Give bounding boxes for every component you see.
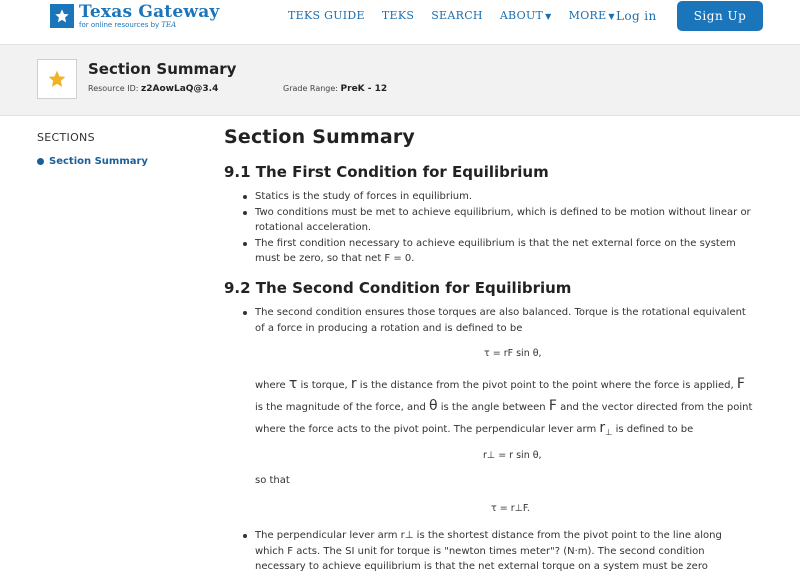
chevron-down-icon: ▼	[608, 12, 615, 21]
list-item: Statics is the study of forces in equilibrium.	[224, 189, 754, 205]
so-that-text: so that	[255, 475, 290, 486]
star-logo-icon	[50, 4, 74, 28]
logo-subtitle: for online resources by TEA	[79, 20, 177, 29]
main-content	[224, 126, 764, 572]
sidebar-item-section-summary[interactable]	[37, 156, 148, 167]
sections-heading: SECTIONS	[37, 131, 95, 144]
equation-torque-lever: τ = r⊥F.	[491, 503, 530, 514]
page-title: Section Summary	[224, 126, 416, 148]
list-item: The perpendicular lever arm r⊥ is the shortest distance from the pivot point to the line along which F acts. The SI unit for torque is "newton times meter"? (N·m). The second condition necessary to achieve equilibrium is that the net external torque on a system must be zero	[224, 528, 754, 575]
section-heading-9-2: 9.2 The Second Condition for Equilibrium	[224, 279, 572, 297]
list-item: Two conditions must be met to achieve equilibrium, which is defined to be motion without linear or rotational acceleration.	[224, 205, 754, 236]
list-item: The first condition necessary to achieve equilibrium is that the net external force on the system must be zero, so that net F = 0.	[224, 236, 754, 267]
grade-range: Grade Range: PreK - 12	[283, 84, 388, 94]
equation-torque: τ = rF sin θ,	[484, 348, 542, 359]
main-nav	[288, 9, 632, 22]
favorite-button[interactable]	[37, 59, 77, 99]
login-link[interactable]: Log in	[616, 9, 657, 23]
section-9-2-list-cont	[224, 528, 754, 575]
nav-about[interactable]: ABOUT ▼	[499, 9, 552, 22]
resource-title: Section Summary	[88, 60, 237, 78]
texas-gateway-logo[interactable]	[50, 3, 219, 29]
bullet-dot-icon	[37, 158, 44, 165]
equation-lever-arm: r⊥ = r sin θ,	[483, 450, 542, 461]
nav-teks[interactable]: TEKS	[381, 9, 415, 22]
list-item: The second condition ensures those torques are also balanced. Torque is the rotational equivalent of a force in producing a rotation and is defined to be	[224, 305, 754, 336]
nav-search[interactable]: SEARCH	[431, 9, 483, 22]
torque-explanation: where τ is torque, r is the distance from the pivot point to the point where the force is applied, F is the magnitude of the force, and θ is the angle between F and the vector directed from the point where the force acts to the pivot point. The perpendicular lever arm $r_\perp$ is defined to be	[255, 376, 753, 437]
section-heading-9-1: 9.1 The First Condition for Equilibrium	[224, 163, 549, 181]
signup-button[interactable]: Sign Up	[677, 1, 763, 31]
resource-id: Resource ID: z2AowLaQ@3.4	[88, 84, 219, 94]
section-9-2-list	[224, 305, 754, 336]
nav-teks-guide[interactable]: TEKS GUIDE	[288, 9, 365, 22]
chevron-down-icon: ▼	[545, 12, 552, 21]
resource-header	[0, 45, 800, 116]
logo-title: Texas Gateway	[79, 1, 220, 22]
star-icon	[47, 69, 67, 89]
nav-more[interactable]: MORE ▼	[568, 9, 615, 22]
section-9-1-list	[224, 189, 754, 267]
sidebar-item-label: Section Summary	[49, 156, 148, 167]
top-navbar	[0, 0, 800, 45]
